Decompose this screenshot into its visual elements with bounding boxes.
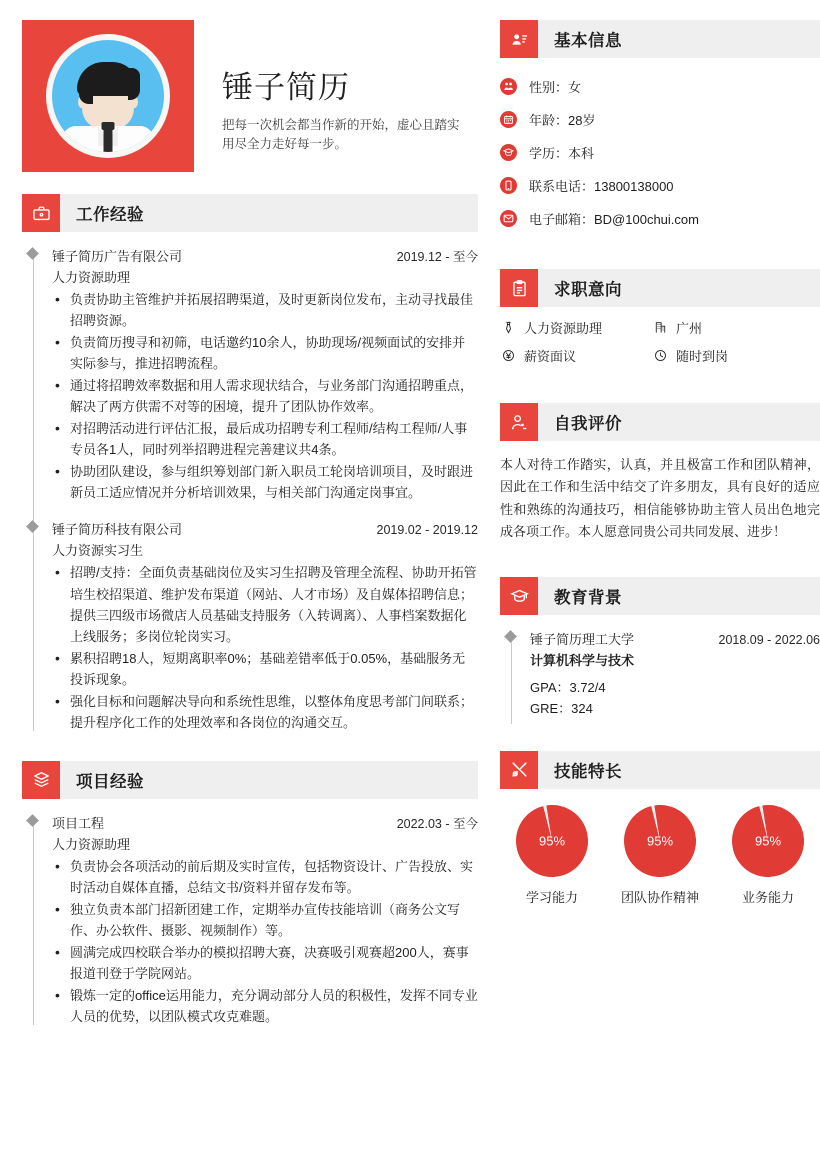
diamond-marker-icon	[26, 521, 39, 534]
list-item: • 锻炼一定的office运用能力，充分调动部分人员的积极性，发挥不同专业人员的优势，以团队模式攻克难题。	[52, 985, 478, 1027]
work-bullets	[52, 289, 478, 503]
basic-info-list	[500, 70, 820, 235]
project-timeline	[22, 813, 478, 1027]
basic-info-value: 学历：本科	[529, 146, 595, 161]
section-skills	[500, 751, 820, 906]
list-item: • 对招聘活动进行评估汇报，最后成功招聘专利工程师/结构工程师/人事专员各1人，同时列举招聘进程完善建议共4条。	[52, 418, 478, 460]
pie-value: 95%	[754, 833, 782, 849]
education-extra	[530, 678, 820, 718]
name-block	[194, 20, 470, 155]
profile-motto: 把每一次机会都当作新的开始，虚心且踏实用尽全力走好每一步。	[222, 118, 460, 152]
intention-value: 人力资源助理	[524, 321, 603, 336]
education-timeline	[500, 629, 820, 718]
envelope-icon	[500, 210, 517, 227]
section-title: 基本信息	[554, 32, 622, 50]
list-item: • 强化目标和问题解决导向和系统性思维，以整体角度思考部门间联系；提升程序化工作的处理效率和各岗位的沟通交互。	[52, 691, 478, 733]
person-check-icon	[500, 403, 538, 441]
work-role: 人力资源助理	[52, 270, 131, 285]
avatar	[22, 20, 194, 172]
clock-icon	[652, 348, 668, 364]
work-org: 锤子简历科技有限公司	[52, 522, 183, 538]
section-header	[500, 403, 820, 441]
project-item	[52, 813, 478, 1027]
list-item	[652, 346, 820, 365]
layers-icon	[22, 761, 60, 799]
work-bullets	[52, 562, 478, 732]
project-bullets	[52, 856, 478, 1027]
work-org: 锤子简历广告有限公司	[52, 249, 183, 264]
list-item	[652, 318, 820, 337]
list-item	[500, 169, 820, 202]
section-title: 项目经验	[76, 772, 144, 791]
clipboard-icon	[500, 269, 538, 307]
education-gre: GRE：324	[530, 700, 593, 716]
skill-item	[504, 805, 600, 906]
list-item	[500, 202, 820, 235]
building-icon	[652, 320, 668, 336]
skill-item	[720, 805, 816, 906]
diamond-marker-icon	[26, 814, 39, 827]
education-major: 计算机科学与技术	[530, 653, 635, 669]
list-item	[500, 346, 652, 365]
work-date: 2019.02 - 2019.12	[376, 523, 478, 538]
education-school: 锤子简历理工大学	[530, 632, 635, 648]
section-header	[500, 577, 820, 615]
self-evaluation-text: 本人对待工作踏实，认真，并且极富工作和团队精神，因此在工作和生活中结交了许多朋友，具有良好的适应性和熟练的沟通技巧，相信能够协助主管人员出色地完成各项工作。本人愿意同贵公司共同发展、进步！	[500, 457, 820, 540]
avatar-necktie	[104, 128, 113, 152]
basic-info-value: 年龄：28岁	[529, 113, 596, 128]
education-gpa: GPA：3.72/4	[530, 680, 606, 696]
list-item	[500, 103, 820, 136]
pie-chart	[732, 805, 804, 877]
necktie-icon	[500, 320, 516, 336]
basic-info-value: 性别：女	[529, 80, 582, 95]
section-self-evaluation	[500, 403, 820, 543]
yen-circle-icon	[500, 348, 516, 364]
page-title: 锤子简历	[222, 70, 350, 105]
list-item	[500, 70, 820, 103]
section-title: 工作经验	[76, 206, 144, 224]
profile-header	[22, 20, 478, 172]
id-card-icon	[500, 20, 538, 58]
calendar-icon	[500, 111, 517, 128]
section-title: 自我评价	[554, 415, 622, 433]
skills-charts	[500, 805, 820, 906]
phone-icon	[500, 177, 517, 194]
skill-item	[612, 805, 708, 906]
section-basic-info	[500, 20, 820, 235]
basic-info-value: 联系电话：13800138000	[529, 179, 674, 194]
project-org: 项目工程	[52, 815, 105, 831]
section-header	[22, 761, 478, 799]
skill-label: 业务能力	[741, 889, 794, 905]
intention-value: 广州	[676, 321, 703, 336]
intention-value: 随时到岗	[676, 349, 729, 364]
gender-two-people-icon	[500, 78, 517, 95]
intention-value: 薪资面议	[524, 349, 577, 364]
list-item	[500, 136, 820, 169]
list-item: • 通过将招聘效率数据和用人需求现状结合，与业务部门沟通招聘重点，解决了两方供需不对等的困境，提升了团队协作效率。	[52, 375, 478, 417]
skill-label: 学习能力	[525, 889, 578, 905]
basic-info-value: 电子邮箱：BD@100chui.com	[529, 212, 699, 227]
list-item	[500, 318, 652, 337]
avatar-hair	[77, 62, 139, 96]
graduation-cap-icon	[500, 144, 517, 161]
right-column	[500, 20, 820, 1140]
graduation-cap-icon	[500, 577, 538, 615]
section-header	[22, 194, 478, 232]
work-item	[52, 246, 478, 503]
education-date: 2018.09 - 2022.06	[718, 633, 820, 648]
list-item: • 独立负责本部门招新团建工作，定期举办宣传技能培训（商务公文写作、办公软件、摄影、视频制作）等。	[52, 899, 478, 941]
section-title: 求职意向	[554, 281, 622, 299]
section-education	[500, 577, 820, 718]
section-header	[500, 751, 820, 789]
pie-chart	[516, 805, 588, 877]
pie-value: 95%	[646, 833, 674, 849]
list-item: • 负责简历搜寻和初筛，电话邀约10余人，协助现场/视频面试的安排并实际参与，推进招聘流程。	[52, 332, 478, 374]
section-title: 教育背景	[554, 589, 622, 608]
work-date: 2019.12 - 至今	[396, 250, 478, 264]
list-item: • 负责协会各项活动的前后期及实时宣传，包括物资设计、广告投放、实时活动自媒体直播，总结文书/资料并留存发布等。	[52, 856, 478, 898]
project-date: 2022.03 - 至今	[396, 816, 478, 831]
education-item	[530, 629, 820, 718]
list-item: • 负责协助主管维护并拓展招聘渠道，及时更新岗位发布，主动寻找最佳招聘资源。	[52, 289, 478, 331]
pie-value: 95%	[538, 833, 566, 849]
work-item	[52, 519, 478, 732]
section-title: 技能特长	[554, 762, 622, 781]
section-header	[500, 269, 820, 307]
briefcase-icon	[22, 194, 60, 232]
skill-label: 团队协作精神	[620, 889, 699, 905]
list-item: • 协助团队建设，参与组织筹划部门新入职员工轮岗培训项目，及时跟进新员工适应情况并分析培训效果，与相关部门沟通定岗事宜。	[52, 461, 478, 503]
avatar-disc	[52, 40, 164, 152]
section-project-experience	[22, 761, 478, 1027]
section-header	[500, 20, 820, 58]
diamond-marker-icon	[26, 247, 39, 260]
project-role: 人力资源助理	[52, 836, 131, 852]
work-role: 人力资源实习生	[52, 543, 144, 559]
job-intention-grid	[500, 318, 820, 365]
list-item: • 累积招聘18人，短期离职率0%；基础差错率低于0.05%，基础服务无投诉现象。	[52, 648, 478, 690]
list-item: • 圆满完成四校联合举办的模拟招聘大赛，决赛吸引观赛超200人，赛事报道刊登于学院网站。	[52, 942, 478, 984]
list-item: • 招聘/支持：全面负责基础岗位及实习生招聘及管理全流程、协助开拓管培生校招渠道、维护发布渠道（网站、人才市场）及自媒体招聘信息；提供三四级市场微店人员基础支持服务（入转调离）、人事档案数据化上线服务；多岗位轮岗实习。	[52, 562, 478, 646]
left-column	[22, 20, 478, 1140]
section-work-experience	[22, 194, 478, 733]
section-job-intention	[500, 269, 820, 365]
pie-chart	[624, 805, 696, 877]
diamond-marker-icon	[504, 631, 517, 644]
work-timeline	[22, 246, 478, 733]
tools-icon	[500, 751, 538, 789]
